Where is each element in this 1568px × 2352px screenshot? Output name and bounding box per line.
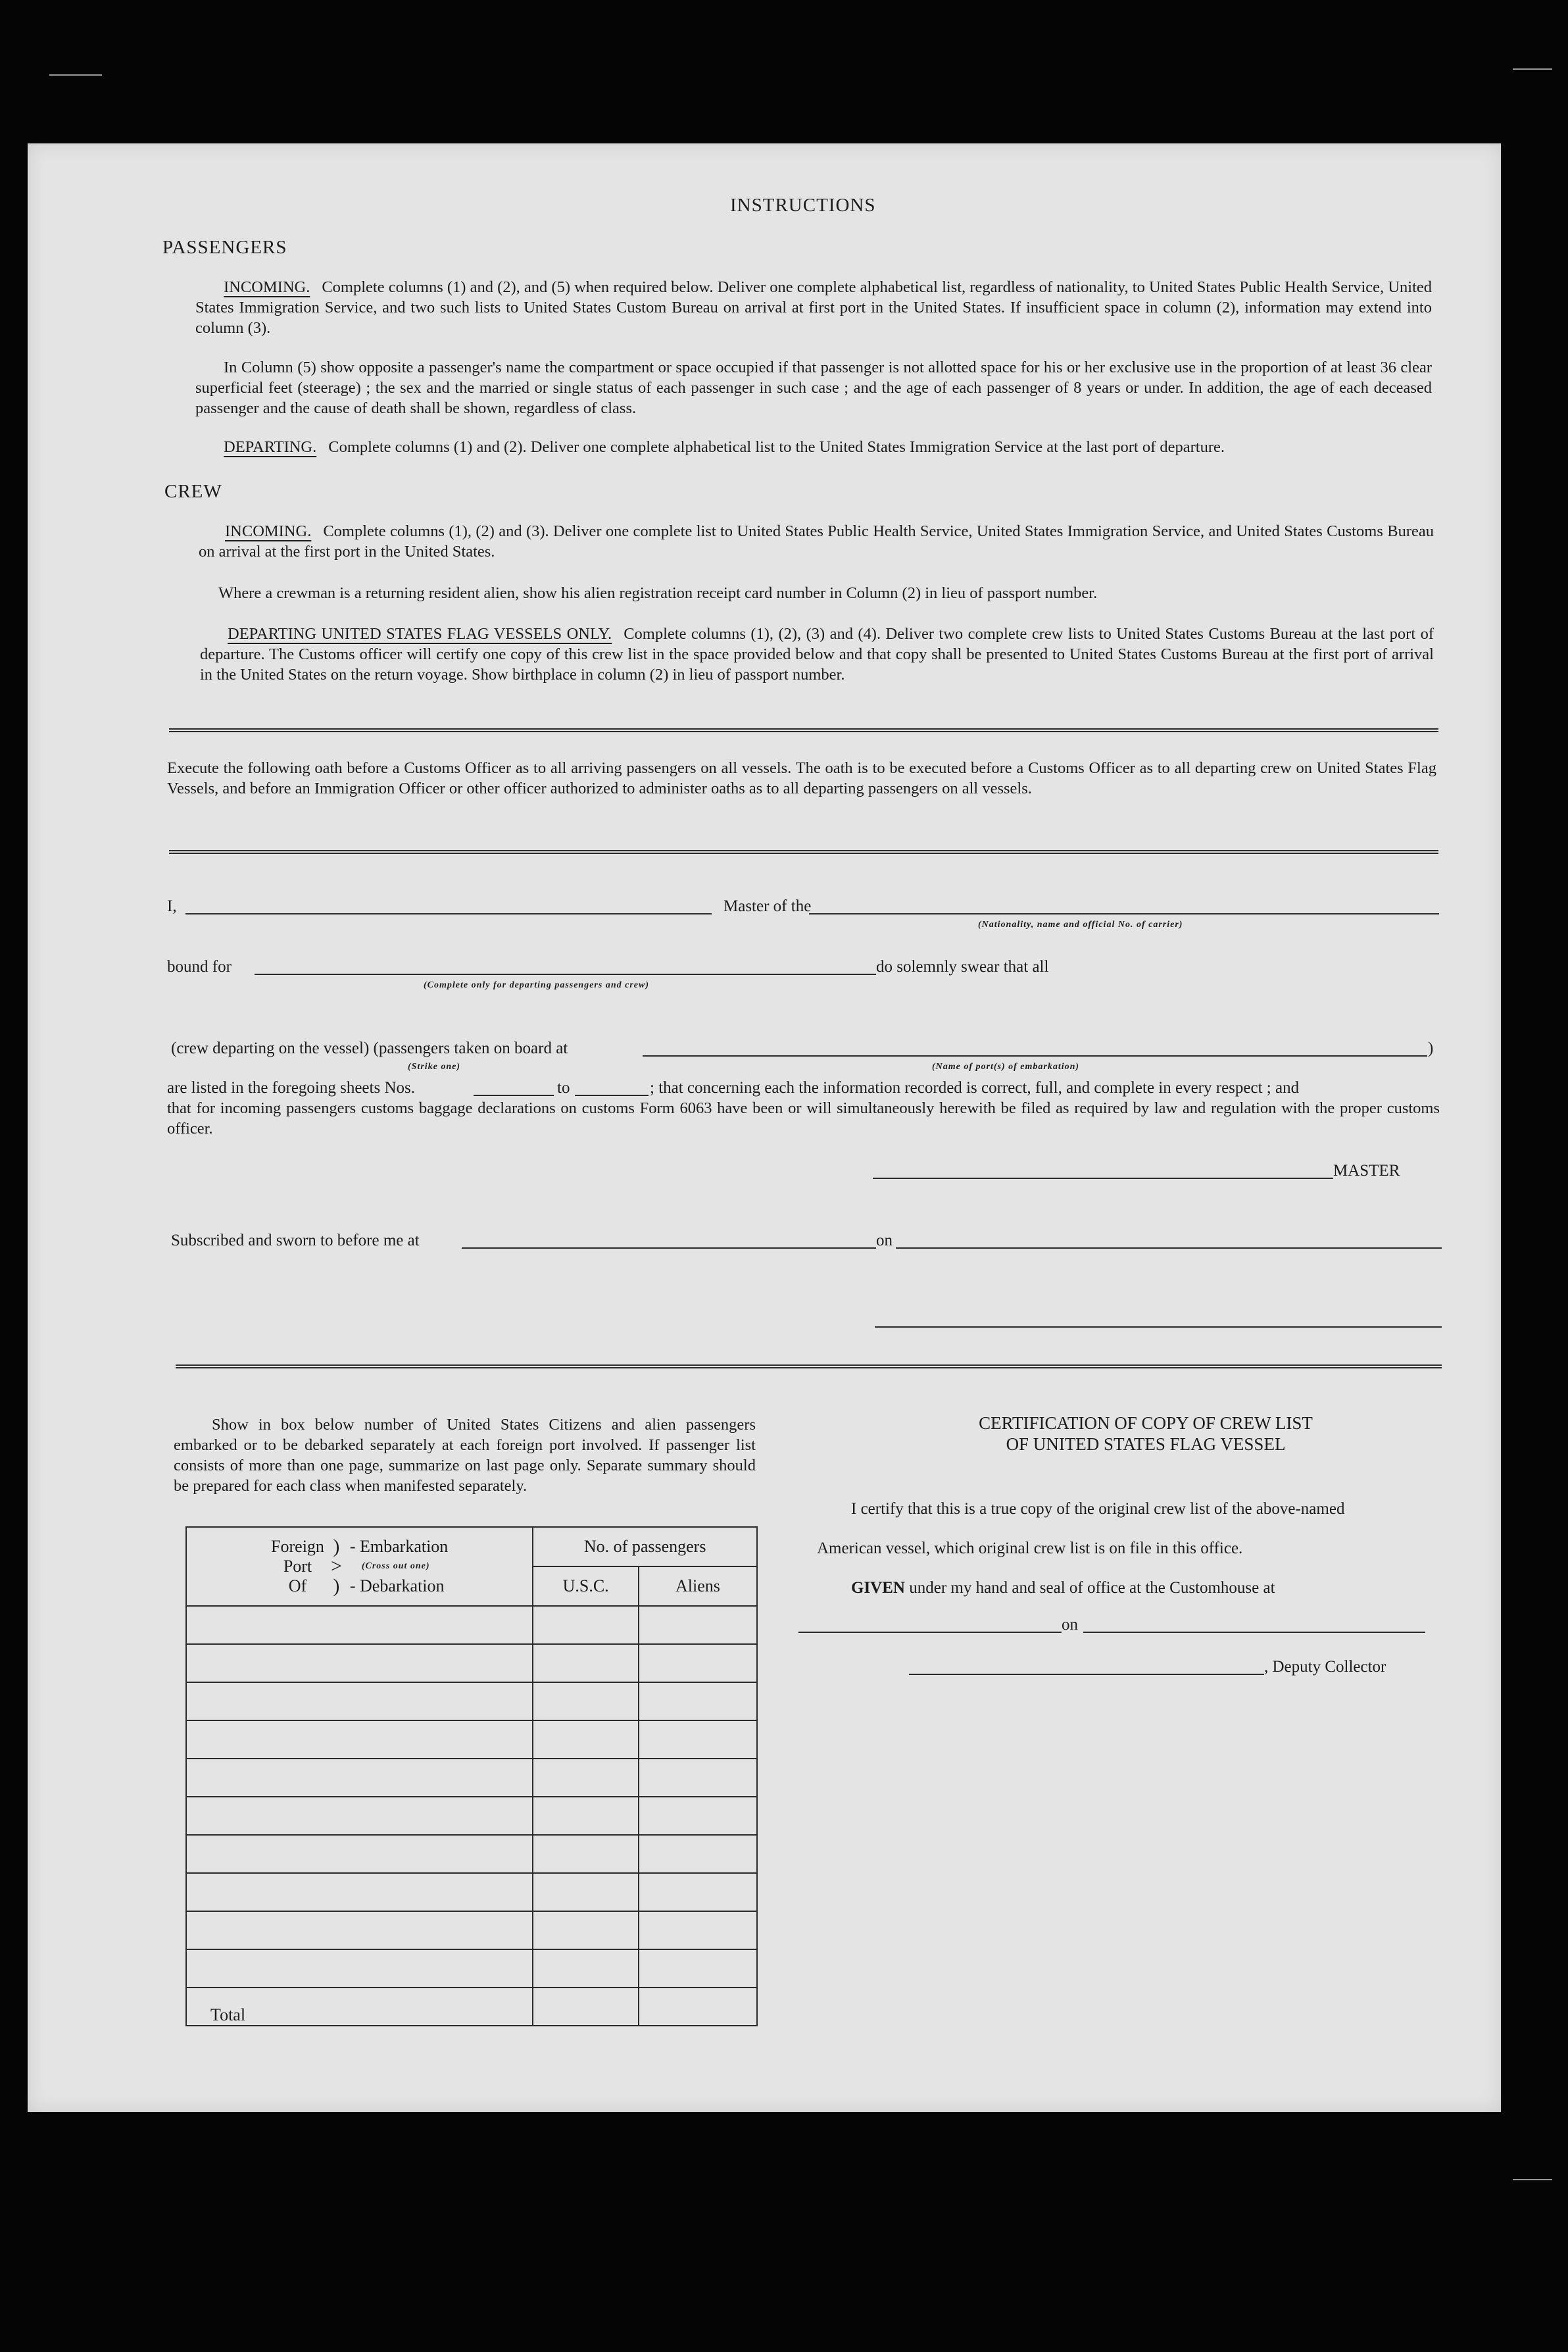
nationality-note: (Nationality, name and official No. of carrier) — [978, 920, 1183, 930]
deputy-signature-field[interactable] — [909, 1672, 1264, 1675]
debarkation-label: - Debarkation — [349, 1576, 445, 1595]
crew-incoming-text: Complete columns (1), (2) and (3). Deliver one complete list to United States Public Health Service, United States Immigration Service, and United States Customs Bureau on arrival at the first port in the United States. — [199, 522, 1434, 561]
usc-cell[interactable] — [533, 1644, 638, 1682]
port-cell[interactable] — [186, 1759, 533, 1797]
aliens-cell[interactable] — [639, 1873, 757, 1911]
incoming-text: Complete columns (1) and (2), and (5) when required below. Deliver one complete alphabetical list, regardless of nationality, to United States Public Health Service, United States Immigration Service, and two such lists to United States Custom Bureau on arrival at first port in the United States. If insufficient space in column (2), information may extend into column (3). — [195, 278, 1432, 337]
port-cell[interactable] — [186, 1911, 533, 1949]
table-row[interactable] — [186, 1797, 757, 1835]
port-cell[interactable] — [186, 1644, 533, 1682]
i-label: I, — [167, 897, 177, 915]
crew-departing-label: (crew departing on the vessel) (passengers taken on board at — [171, 1039, 568, 1057]
total-usc-cell[interactable] — [533, 1988, 638, 2026]
usc-cell[interactable] — [533, 1606, 638, 1644]
certification-title-line1: CERTIFICATION OF COPY OF CREW LIST — [979, 1413, 1313, 1433]
listed-text-b: ; that concerning each the information recorded is correct, full, and complete in every respect ; and — [650, 1079, 1300, 1097]
passengers-departing-paragraph — [224, 437, 1432, 457]
port-note: (Name of port(s) of embarkation) — [932, 1062, 1080, 1072]
aliens-cell[interactable] — [639, 1682, 757, 1720]
bound-for-field[interactable] — [255, 972, 876, 975]
port-cell[interactable] — [186, 1606, 533, 1644]
certify-text: I certify that this is a true copy of the original crew list of the above-named — [851, 1500, 1345, 1518]
incoming-label: INCOMING. — [224, 278, 310, 296]
aliens-cell[interactable] — [639, 1720, 757, 1759]
passengers-incoming-paragraph — [195, 277, 1432, 338]
flag-vessels-label: DEPARTING UNITED STATES FLAG VESSELS ONLY. — [228, 625, 612, 643]
cross-out-note: (Cross out one) — [361, 1561, 430, 1571]
sworn-at-field[interactable] — [462, 1246, 876, 1249]
officer-signature-field[interactable] — [875, 1325, 1442, 1328]
sworn-on-label: on — [876, 1232, 893, 1249]
table-header-row — [186, 1527, 757, 1566]
aliens-cell[interactable] — [639, 1949, 757, 1988]
port-cell[interactable] — [186, 1797, 533, 1835]
certification-title-line2: OF UNITED STATES FLAG VESSEL — [1006, 1434, 1286, 1454]
flag-vessels-text: Complete columns (1), (2), (3) and (4). Deliver two complete crew lists to United States Customs Bureau at the last port of departure. The Customs officer will certify one copy of this crew list in the space provided below and that copy shall be presented to United States Customs Bureau at the first port of arrival in the United States on the return voyage. Show birthplace in column (2) in lieu of passport number. — [200, 625, 1434, 684]
table-row[interactable] — [186, 1949, 757, 1988]
crew-incoming-label: INCOMING. — [225, 522, 312, 540]
sheet-from-field[interactable] — [474, 1093, 554, 1096]
table-row[interactable] — [186, 1911, 757, 1949]
american-text: American vessel, which original crew list is on file in this office. — [817, 1539, 1243, 1557]
aliens-cell[interactable] — [639, 1644, 757, 1682]
table-row[interactable] — [186, 1606, 757, 1644]
column5-paragraph — [195, 357, 1432, 418]
port-cell[interactable] — [186, 1720, 533, 1759]
total-label: Total — [186, 1988, 533, 2026]
flag-vessels-paragraph — [200, 624, 1434, 685]
departing-label: DEPARTING. — [224, 438, 317, 456]
given-rest: under my hand and seal of office at the Customhouse at — [909, 1579, 1275, 1597]
master-signature-field[interactable] — [873, 1176, 1333, 1179]
port-cell[interactable] — [186, 1873, 533, 1911]
table-row[interactable] — [186, 1682, 757, 1720]
table-row[interactable] — [186, 1835, 757, 1873]
passenger-summary-table — [185, 1526, 758, 2026]
cert-on-label: on — [1062, 1616, 1078, 1634]
table-row[interactable] — [186, 1873, 757, 1911]
instructions-title: INSTRUCTIONS — [730, 195, 876, 216]
aliens-cell[interactable] — [639, 1797, 757, 1835]
crewman-text: Where a crewman is a returning resident alien, show his alien registration receipt card number in Column (2) in lieu of passport number. — [218, 584, 1098, 602]
usc-cell[interactable] — [533, 1759, 638, 1797]
subscribed-label: Subscribed and sworn to before me at — [171, 1232, 420, 1249]
port-label: Port — [283, 1557, 312, 1576]
deputy-collector-label: , Deputy Collector — [1264, 1658, 1386, 1676]
aliens-cell[interactable] — [639, 1606, 757, 1644]
usc-cell[interactable] — [533, 1682, 638, 1720]
customhouse-field[interactable] — [798, 1630, 1062, 1633]
divider — [176, 1364, 1442, 1368]
usc-cell[interactable] — [533, 1797, 638, 1835]
listed-to: to — [557, 1079, 570, 1097]
table-row[interactable] — [186, 1720, 757, 1759]
crew-heading: CREW — [164, 481, 222, 502]
scan-mark — [1513, 68, 1552, 70]
usc-header: U.S.C. — [533, 1566, 638, 1606]
given-text — [851, 1578, 1275, 1598]
given-bold: GIVEN — [851, 1579, 905, 1597]
of-label: Of — [288, 1576, 307, 1595]
usc-cell[interactable] — [533, 1873, 638, 1911]
usc-cell[interactable] — [533, 1949, 638, 1988]
document-page — [28, 143, 1501, 2112]
aliens-cell[interactable] — [639, 1911, 757, 1949]
no-passengers-header: No. of passengers — [533, 1527, 757, 1566]
column5-text: In Column (5) show opposite a passenger's name the compartment or space occupied if that passenger is not allotted space for his or her exclusive use in the proportion of at least 36 clear superficial feet (steerage) ; the sex and the married or single status of each passenger in such case ; and the age of each passenger of 8 years or under. In addition, the age of each deceased passenger and the cause of death shall be shown, regardless of class. — [195, 359, 1432, 417]
table-row[interactable] — [186, 1759, 757, 1797]
carrier-field[interactable] — [809, 912, 1439, 914]
bound-for-label: bound for — [167, 958, 232, 976]
port-header-cell — [186, 1527, 533, 1606]
aliens-header: Aliens — [639, 1566, 757, 1606]
swear-label: do solemnly swear that all — [876, 958, 1049, 976]
master-of-label: Master of the — [723, 897, 812, 915]
aliens-cell[interactable] — [639, 1835, 757, 1873]
passengers-heading: PASSENGERS — [162, 237, 287, 258]
usc-cell[interactable] — [533, 1911, 638, 1949]
brace-icon: ) > ) — [330, 1536, 342, 1597]
total-aliens-cell[interactable] — [639, 1988, 757, 2026]
total-row[interactable] — [186, 1988, 757, 2026]
divider — [169, 850, 1438, 854]
strike-note: (Strike one) — [408, 1062, 461, 1072]
crewman-paragraph — [218, 583, 1434, 603]
summary-instructions: Show in box below number of United States Citizens and alien passengers embarked or to be debarked separately at each foreign port involved. If passenger list consists of more than one page, summarize on last page only. Separate summary should be prepared for each class when manifested separately. — [174, 1416, 756, 1495]
port-cell[interactable] — [186, 1835, 533, 1873]
departing-text: Complete columns (1) and (2). Deliver one complete alphabetical list to the United States Immigration Service at the last port of departure. — [328, 438, 1225, 456]
crew-incoming-paragraph — [199, 521, 1434, 562]
table-row[interactable] — [186, 1644, 757, 1682]
foreign-label: Foreign — [271, 1537, 324, 1556]
scan-mark — [1513, 2179, 1552, 2180]
port-cell[interactable] — [186, 1682, 533, 1720]
master-name-field[interactable] — [185, 912, 712, 914]
sworn-on-field[interactable] — [896, 1246, 1442, 1249]
usc-cell[interactable] — [533, 1720, 638, 1759]
divider — [169, 728, 1438, 732]
master-label: MASTER — [1333, 1162, 1400, 1180]
embarkation-label: - Embarkation — [349, 1537, 449, 1556]
aliens-cell[interactable] — [639, 1759, 757, 1797]
port-embarkation-field[interactable] — [643, 1054, 1427, 1057]
oath-intro: Execute the following oath before a Customs Officer as to all arriving passengers on all vessels. The oath is to be executed before a Customs Officer as to all departing crew on United States Flag Vessels, and before an Immigration Officer or other officer authorized to administer oaths as to all departing passengers on all vessels. — [167, 759, 1436, 797]
listed-text-c: that for incoming passengers customs baggage declarations on customs Form 6063 have been or will simultaneously herewith be filed as required by law and regulation with the proper customs officer. — [167, 1099, 1440, 1138]
cert-date-field[interactable] — [1083, 1630, 1425, 1633]
usc-cell[interactable] — [533, 1835, 638, 1873]
listed-text-a: are listed in the foregoing sheets Nos. — [167, 1079, 415, 1097]
sheet-to-field[interactable] — [575, 1093, 649, 1096]
scan-mark — [49, 74, 102, 76]
port-cell[interactable] — [186, 1949, 533, 1988]
close-paren: ) — [1428, 1039, 1434, 1057]
complete-note: (Complete only for departing passengers and crew) — [424, 980, 649, 990]
